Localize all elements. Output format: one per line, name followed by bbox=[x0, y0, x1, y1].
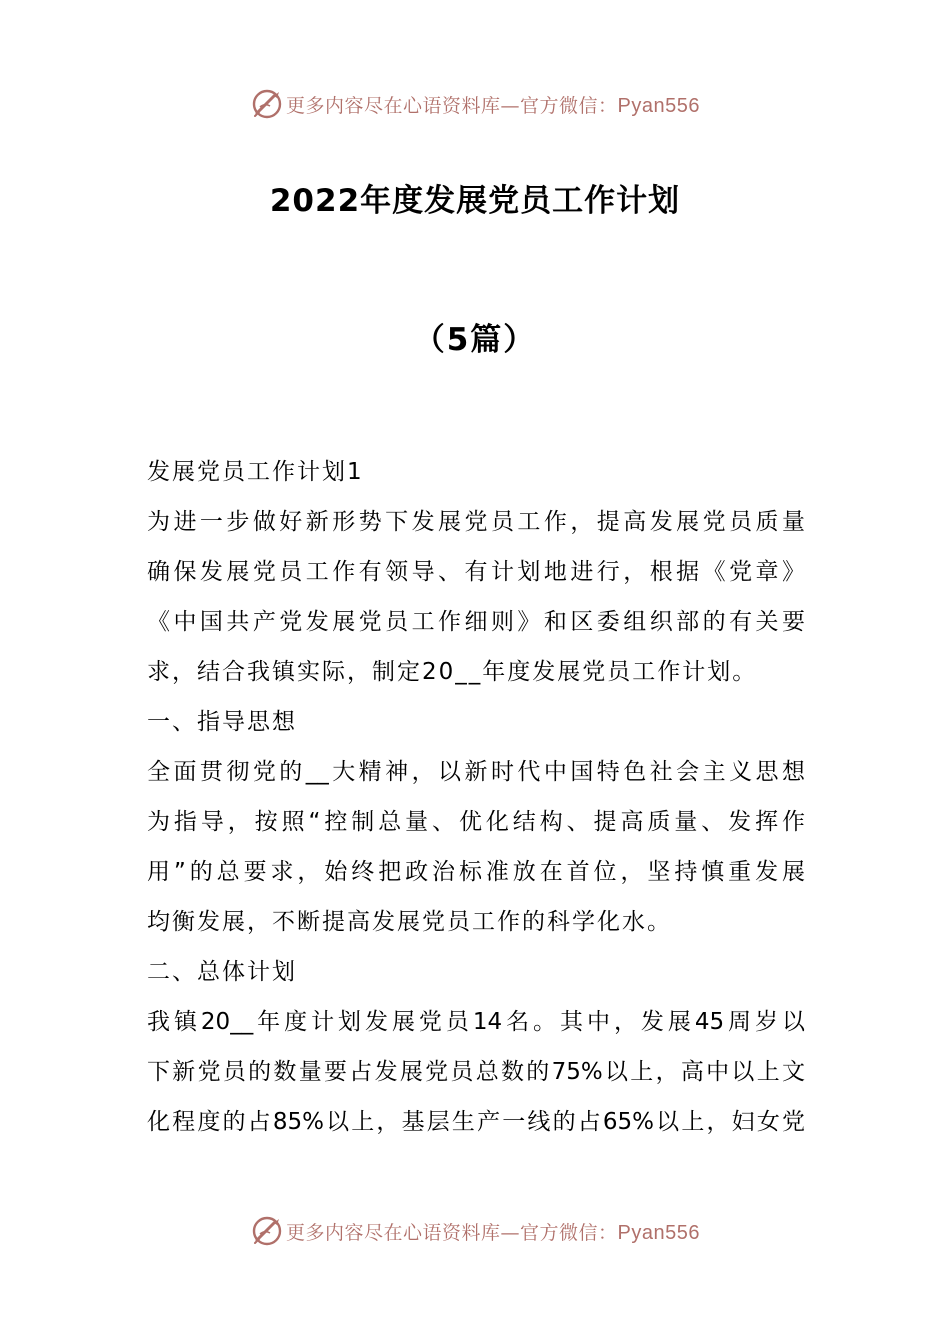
body-line: 均衡发展，不断提高发展党员工作的科学化水。 bbox=[147, 909, 672, 935]
watermark-wechat-id: Pyan556 bbox=[617, 1221, 700, 1244]
watermark-label: 更多内容尽在心语资料库—官方微信： bbox=[286, 1221, 618, 1244]
body-line: 求，结合我镇实际，制定20__年度发展党员工作计划。 bbox=[147, 659, 758, 685]
section-heading: 发展党员工作计划1 bbox=[147, 459, 364, 485]
footer-watermark bbox=[0, 1209, 950, 1253]
section-heading: 一、指导思想 bbox=[147, 709, 297, 735]
document-body bbox=[147, 452, 805, 1152]
pen-logo-icon bbox=[250, 87, 284, 121]
watermark-text bbox=[286, 1218, 700, 1245]
body-line: 全面贯彻党的__大精神，以新时代中国特色社会主义思想 bbox=[147, 759, 805, 785]
body-line: 下新党员的数量要占发展党员总数的75%以上，高中以上文 bbox=[147, 1059, 805, 1085]
body-line: 《中国共产党发展党员工作细则》和区委组织部的有关要 bbox=[147, 609, 805, 635]
body-line: 我镇20__年度计划发展党员14名。其中，发展45周岁以 bbox=[147, 1009, 805, 1035]
body-line: 确保发展党员工作有领导、有计划地进行，根据《党章》 bbox=[147, 559, 805, 585]
body-line: 为进一步做好新形势下发展党员工作，提高发展党员质量 bbox=[147, 509, 805, 535]
header-watermark bbox=[0, 82, 950, 126]
body-line: 为指导，按照“控制总量、优化结构、提高质量、发挥作 bbox=[147, 809, 805, 835]
watermark-text bbox=[286, 91, 700, 118]
section-heading: 二、总体计划 bbox=[147, 959, 297, 985]
watermark-label: 更多内容尽在心语资料库—官方微信： bbox=[286, 94, 618, 117]
body-line: 化程度的占85%以上，基层生产一线的占65%以上，妇女党 bbox=[147, 1109, 805, 1135]
pen-logo-icon bbox=[250, 1214, 284, 1248]
document-subtitle: （5篇） bbox=[413, 322, 537, 358]
document-title: 2022年度发展党员工作计划 bbox=[269, 183, 681, 219]
watermark-wechat-id: Pyan556 bbox=[617, 94, 700, 117]
body-line: 用”的总要求，始终把政治标准放在首位，坚持慎重发展 bbox=[147, 859, 805, 885]
